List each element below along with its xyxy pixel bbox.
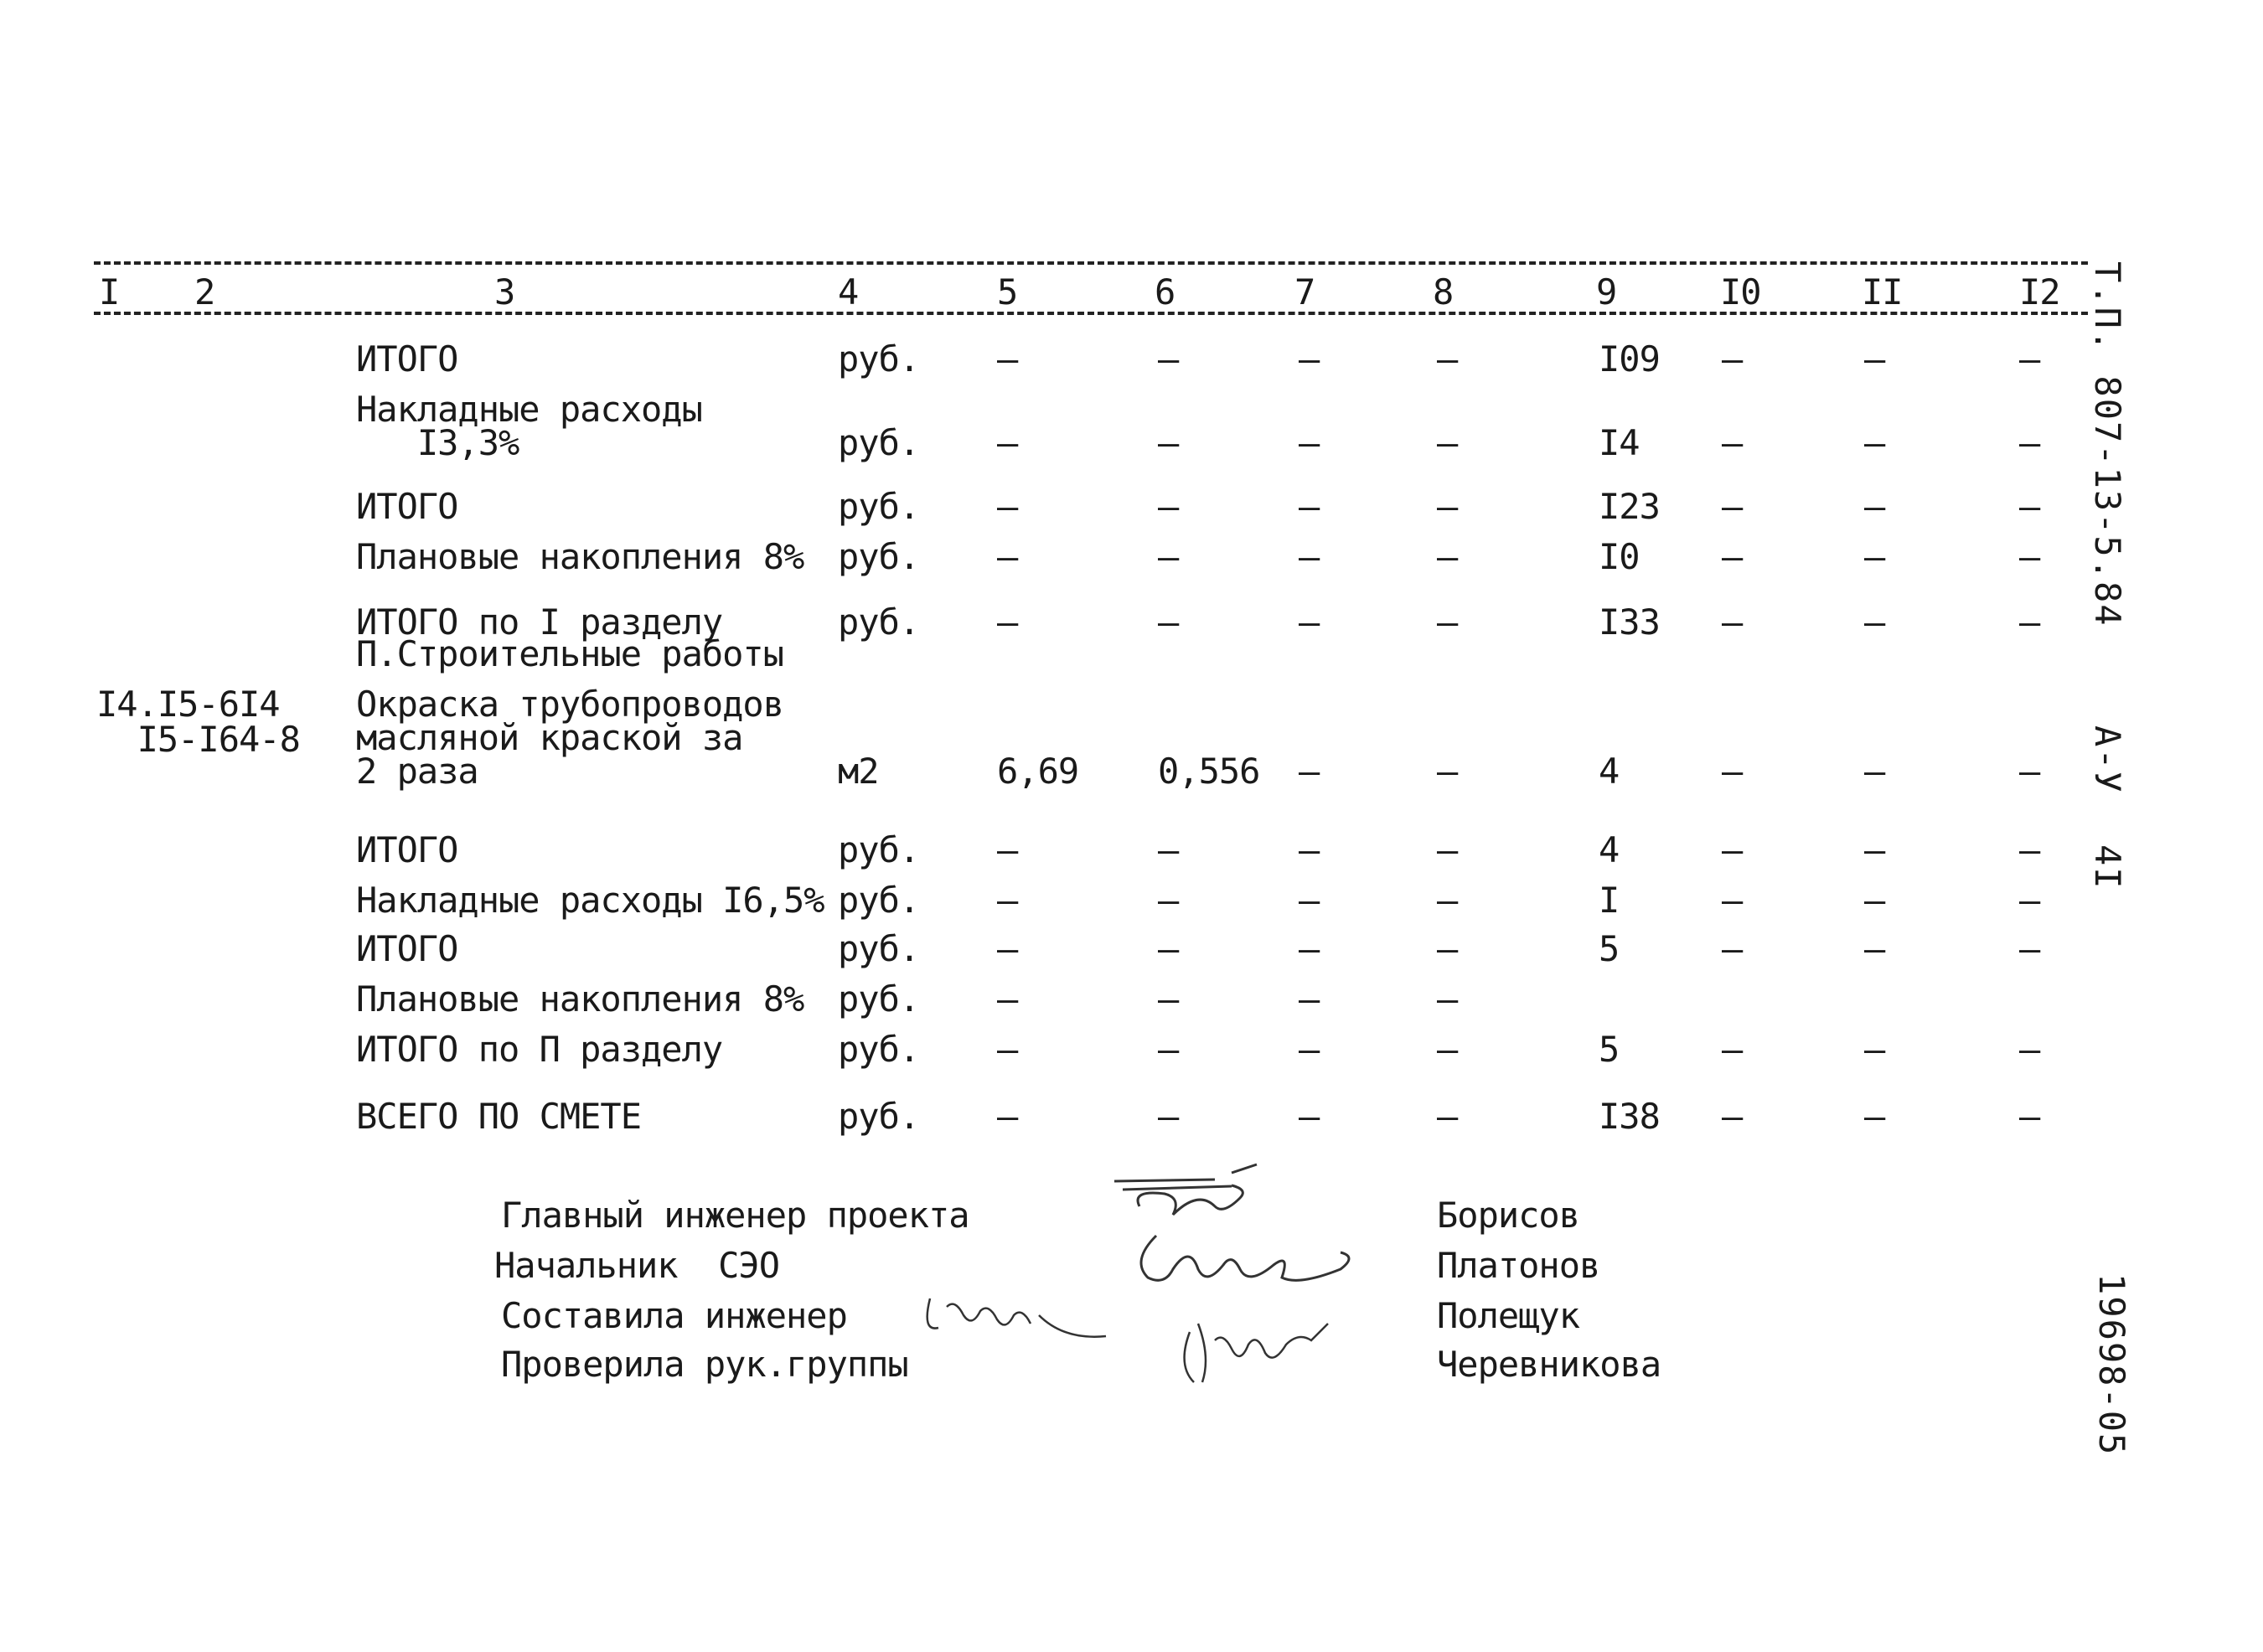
row-c7: – (1299, 338, 1320, 379)
margin-inventory-number: 19698-05 (2091, 1273, 2132, 1457)
row-c5: – (997, 1096, 1018, 1137)
row-name: 2 раза (356, 751, 478, 792)
column-number: 7 (1294, 271, 1315, 312)
row-c5: – (997, 536, 1018, 577)
row-c6: 0,556 (1158, 751, 1260, 792)
row-unit: руб. (838, 338, 920, 379)
row-unit: руб. (838, 486, 920, 527)
row-c10: – (1722, 338, 1743, 379)
row-c12: – (2019, 880, 2040, 921)
row-c6: – (1158, 1096, 1179, 1137)
header-top-rule (94, 261, 2088, 265)
column-number: 6 (1155, 271, 1175, 312)
column-number: 3 (494, 271, 515, 312)
signature-name: Черевникова (1437, 1344, 1661, 1385)
row-c12: – (2019, 1096, 2040, 1137)
row-c9: I0 (1599, 536, 1640, 577)
row-c7: – (1299, 536, 1320, 577)
column-number: I2 (2019, 271, 2060, 312)
column-number: I (99, 271, 120, 312)
row-c8: – (1437, 1029, 1458, 1070)
signature-group-lead (1173, 1307, 1357, 1399)
row-c5: – (997, 928, 1018, 969)
row-c8: – (1437, 338, 1458, 379)
row-c8: – (1437, 829, 1458, 870)
margin-project-code: Т.П. 807-13-5.84 (2087, 261, 2128, 627)
row-c5: – (997, 486, 1018, 527)
row-c6: – (1158, 338, 1179, 379)
column-number: 8 (1433, 271, 1454, 312)
row-c12: – (2019, 486, 2040, 527)
row-name: ИТОГО по П разделу (356, 1029, 723, 1070)
row-c11: – (1864, 1029, 1885, 1070)
row-name: ВСЕГО ПО СМЕТЕ (356, 1096, 642, 1137)
header-bottom-rule (94, 312, 2088, 315)
row-unit: руб. (838, 880, 920, 921)
row-name: ИТОГО (356, 928, 458, 969)
row-unit: руб. (838, 1096, 920, 1137)
row-name: Плановые накопления 8% (356, 536, 804, 577)
row-unit: руб. (838, 422, 920, 463)
row-c9: 5 (1599, 928, 1620, 969)
row-unit: руб. (838, 601, 920, 643)
margin-page: 4I (2087, 844, 2128, 891)
row-c11: – (1864, 880, 1885, 921)
row-c10: – (1722, 486, 1743, 527)
row-c6: – (1158, 829, 1179, 870)
row-c7: – (1299, 751, 1320, 792)
row-c10: – (1722, 1029, 1743, 1070)
row-c5: – (997, 1029, 1018, 1070)
row-name: Накладные расходы I6,5% (356, 880, 824, 921)
row-c8: – (1437, 880, 1458, 921)
row-name: ИТОГО по I разделу (356, 601, 723, 643)
row-c9: I33 (1599, 601, 1660, 643)
row-c7: – (1299, 880, 1320, 921)
row-c6: – (1158, 978, 1179, 1020)
row-c12: – (2019, 338, 2040, 379)
row-c8: – (1437, 751, 1458, 792)
row-c5: 6,69 (997, 751, 1079, 792)
row-unit: руб. (838, 829, 920, 870)
column-number: 2 (194, 271, 215, 312)
row-c11: – (1864, 422, 1885, 463)
row-unit: руб. (838, 978, 920, 1020)
row-c11: – (1864, 751, 1885, 792)
row-c12: – (2019, 1029, 2040, 1070)
row-c10: – (1722, 751, 1743, 792)
row-c7: – (1299, 486, 1320, 527)
row-name: П.Строительные работы (356, 633, 784, 674)
row-unit: м2 (838, 751, 879, 792)
row-c9: I4 (1599, 422, 1640, 463)
row-c11: – (1864, 928, 1885, 969)
row-c12: – (2019, 422, 2040, 463)
signature-role: Начальник СЭО (494, 1245, 780, 1286)
row-c11: – (1864, 486, 1885, 527)
signature-engineer (913, 1282, 1114, 1357)
row-c5: – (997, 829, 1018, 870)
column-number: I0 (1720, 271, 1761, 312)
row-c10: – (1722, 1096, 1743, 1137)
row-c6: – (1158, 880, 1179, 921)
row-c9: 5 (1599, 1029, 1620, 1070)
row-c6: – (1158, 536, 1179, 577)
row-c10: – (1722, 928, 1743, 969)
row-name: ИТОГО (356, 338, 458, 379)
row-c8: – (1437, 601, 1458, 643)
row-unit: руб. (838, 536, 920, 577)
row-c7: – (1299, 1029, 1320, 1070)
row-name: I3,3% (356, 422, 519, 463)
margin-album: А-У (2087, 725, 2128, 794)
row-c6: – (1158, 1029, 1179, 1070)
row-c9: I (1599, 880, 1620, 921)
row-c12: – (2019, 928, 2040, 969)
row-c8: – (1437, 978, 1458, 1020)
row-c5: – (997, 601, 1018, 643)
row-c11: – (1864, 829, 1885, 870)
row-c8: – (1437, 422, 1458, 463)
row-c9: 4 (1599, 751, 1620, 792)
row-c5: – (997, 880, 1018, 921)
row-c10: – (1722, 422, 1743, 463)
row-c7: – (1299, 601, 1320, 643)
row-c12: – (2019, 601, 2040, 643)
row-c11: – (1864, 536, 1885, 577)
row-c6: – (1158, 486, 1179, 527)
row-c11: – (1864, 338, 1885, 379)
row-c12: – (2019, 751, 2040, 792)
row-c6: – (1158, 928, 1179, 969)
row-c6: – (1158, 422, 1179, 463)
row-c11: – (1864, 601, 1885, 643)
column-number: 4 (838, 271, 859, 312)
row-c10: – (1722, 880, 1743, 921)
row-c12: – (2019, 536, 2040, 577)
row-name: масляной краской за (356, 717, 743, 758)
signature-role: Главный инженер проекта (501, 1195, 969, 1236)
row-name: Плановые накопления 8% (356, 978, 804, 1020)
row-c10: – (1722, 829, 1743, 870)
row-c8: – (1437, 486, 1458, 527)
row-c5: – (997, 422, 1018, 463)
row-c12: – (2019, 829, 2040, 870)
row-c8: – (1437, 536, 1458, 577)
row-c9: I23 (1599, 486, 1660, 527)
row-name: Окраска трубопроводов (356, 684, 784, 725)
row-c9: I38 (1599, 1096, 1660, 1137)
row-c11: – (1864, 1096, 1885, 1137)
row-c10: – (1722, 536, 1743, 577)
row-c5: – (997, 338, 1018, 379)
row-c7: – (1299, 1096, 1320, 1137)
row-c7: – (1299, 422, 1320, 463)
signature-name: Борисов (1437, 1195, 1580, 1236)
row-c5: – (997, 978, 1018, 1020)
row-unit: руб. (838, 1029, 920, 1070)
column-number: 9 (1596, 271, 1617, 312)
signature-name: Платонов (1437, 1245, 1600, 1286)
signature-role: Проверила рук.группы (501, 1344, 908, 1385)
row-code: I4.I5-6I4 I5-I64-8 (96, 684, 300, 760)
row-name: ИТОГО (356, 829, 458, 870)
row-unit: руб. (838, 928, 920, 969)
row-c10: – (1722, 601, 1743, 643)
row-name: Накладные расходы (356, 389, 702, 430)
row-c9: I09 (1599, 338, 1660, 379)
signature-name: Полещук (1437, 1295, 1580, 1336)
row-c7: – (1299, 829, 1320, 870)
row-c7: – (1299, 978, 1320, 1020)
row-c8: – (1437, 1096, 1458, 1137)
signature-role: Составила инженер (501, 1295, 847, 1336)
row-name: ИТОГО (356, 486, 458, 527)
row-c6: – (1158, 601, 1179, 643)
signature-head-seo (1123, 1219, 1374, 1303)
column-number: 5 (997, 271, 1018, 312)
row-c8: – (1437, 928, 1458, 969)
column-number: II (1862, 271, 1903, 312)
row-c7: – (1299, 928, 1320, 969)
row-c9: 4 (1599, 829, 1620, 870)
